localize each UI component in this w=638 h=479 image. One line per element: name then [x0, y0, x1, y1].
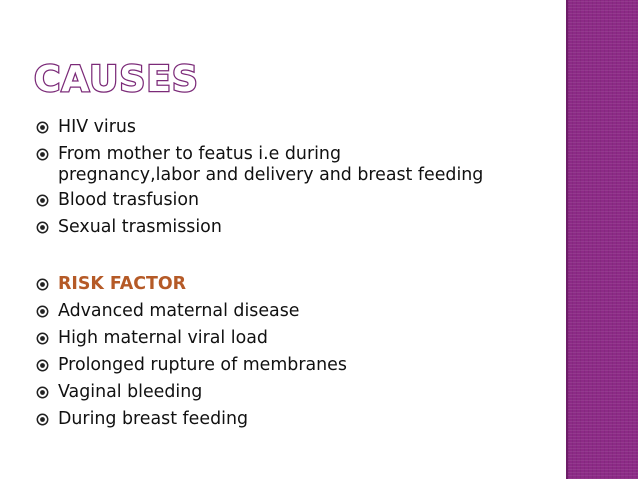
list-item-continuation: pregnancy,labor and delivery and breast feeding — [58, 165, 484, 185]
list-item — [36, 379, 556, 406]
risk-factor-heading-text: RISK FACTOR — [58, 274, 187, 294]
list-item-text: Blood trasfusion — [58, 190, 199, 210]
target-bullet-icon — [36, 386, 49, 399]
list-item — [36, 352, 556, 379]
list-item-text: From mother to featus i.e during — [58, 144, 341, 164]
list-item — [36, 141, 556, 187]
target-bullet-icon — [36, 148, 49, 161]
list-item-text: Prolonged rupture of membranes — [58, 355, 347, 375]
list-item-text: High maternal viral load — [58, 328, 268, 348]
list-item-text: During breast feeding — [58, 409, 249, 429]
list-item — [36, 114, 556, 141]
list-item — [36, 214, 556, 241]
target-bullet-icon — [36, 194, 49, 207]
target-bullet-icon — [36, 305, 49, 318]
list-item — [36, 406, 556, 433]
list-item-text: Sexual trasmission — [58, 217, 222, 237]
target-bullet-icon — [36, 278, 49, 291]
risk-factor-heading — [36, 271, 556, 298]
target-bullet-icon — [36, 359, 49, 372]
decorative-sidebar — [568, 0, 638, 479]
slide-title: CAUSES — [34, 59, 199, 100]
list-item-text: Vaginal bleeding — [58, 382, 203, 402]
list-item-text: HIV virus — [58, 117, 136, 137]
target-bullet-icon — [36, 332, 49, 345]
target-bullet-icon — [36, 413, 49, 426]
list-item-text: Advanced maternal disease — [58, 301, 300, 321]
list-item — [36, 325, 556, 352]
target-bullet-icon — [36, 121, 49, 134]
list-item — [36, 298, 556, 325]
target-bullet-icon — [36, 221, 49, 234]
bullet-list — [36, 114, 556, 433]
list-item — [36, 187, 556, 214]
list-spacer — [36, 241, 556, 271]
